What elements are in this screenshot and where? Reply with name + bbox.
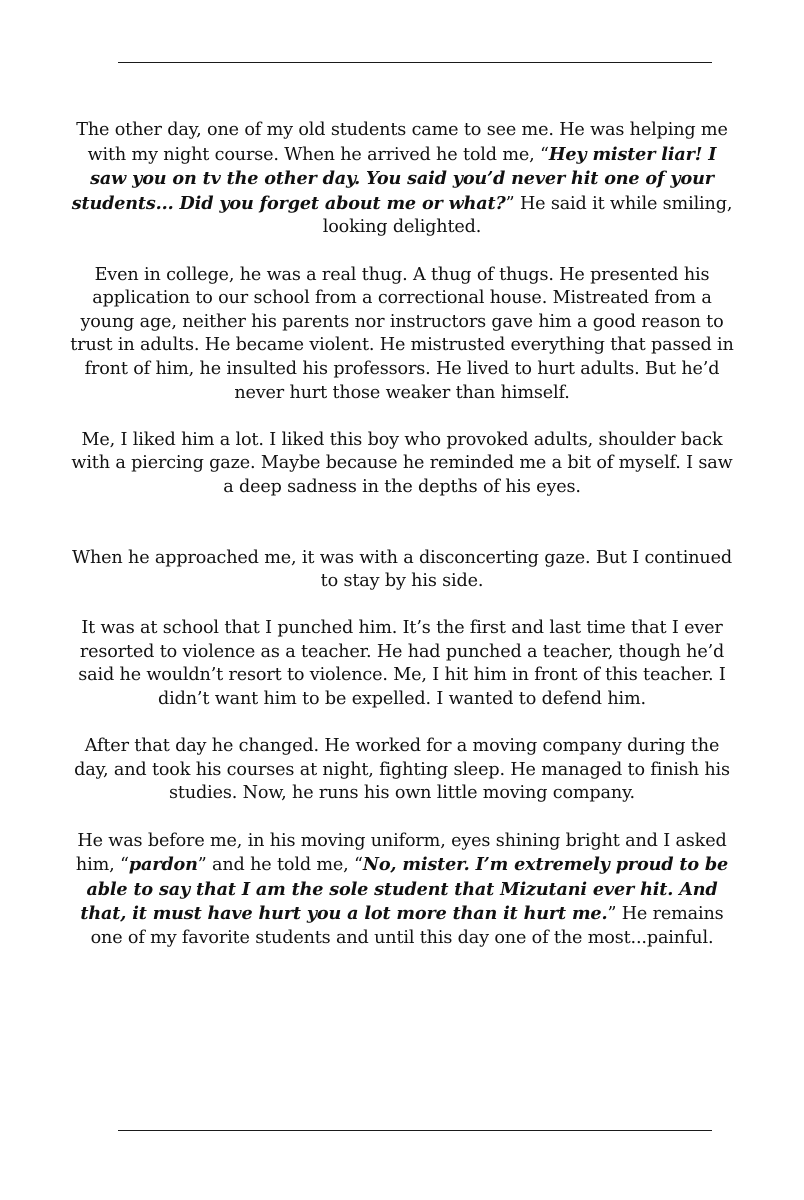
paragraph-text: When he approached me, it was with a disconcerting gaze. But I continued to stay by his side. xyxy=(72,547,732,592)
paragraph-background xyxy=(70,264,734,406)
paragraph-text: ” and he told me, “ xyxy=(197,855,363,876)
quote-emphasis: No, mister. I’m extremely proud to be able to say that I am the sole student that Mizutani ever hit. And that, it must have hurt you a lot more than it hurt me. xyxy=(80,854,729,925)
paragraph-text: After that day he changed. He worked for a moving company during the day, and took his courses at night, fighting sleep. He managed to finish his studies. Now, he runs his own little moving company. xyxy=(74,736,730,804)
paragraph-text: Even in college, he was a real thug. A thug of thugs. He presented his application to our school from a correctional house. Mistreated from a young age, neither his parents nor instructors gave him a good reason to trust in adults. He became violent. He mistrusted everything that passed in front of him, he insulted his professors. He lived to hurt adults. But he’d never hurt those weaker than himself. xyxy=(70,264,734,403)
paragraph-text: ” He remains one of my favorite students and until this day one of the most...painful. xyxy=(90,904,724,948)
page-body-text xyxy=(70,119,734,974)
bottom-divider-rule xyxy=(118,1130,712,1131)
top-divider-rule xyxy=(118,62,712,63)
quote-emphasis: Hey mister liar! I saw you on tv the other day. You said you’d never hit one of your students... Did you forget about me or what? xyxy=(71,143,717,214)
paragraph-visit xyxy=(70,119,734,240)
paragraph-approach xyxy=(70,547,734,594)
paragraph-text: The other day, one of my old students came to see me. He was helping me with my night course. When he arrived he told me, “ xyxy=(76,120,728,165)
quote-emphasis: pardon xyxy=(128,854,198,876)
paragraph-punch xyxy=(70,617,734,711)
paragraph-reunion xyxy=(70,830,734,951)
paragraph-text: ” He said it while smiling, looking delighted. xyxy=(322,193,733,238)
paragraph-changed xyxy=(70,735,734,806)
paragraph-text: It was at school that I punched him. It’s the first and last time that I ever resorted to violence as a teacher. He had punched a teacher, though he’d said he wouldn’t resort to violence. Me, I hit him in front of this teacher. I didn’t want him to be expelled. I wanted to defend him. xyxy=(78,618,726,710)
paragraph-text: He was before me, in his moving uniform, eyes shining bright and I asked him, “ xyxy=(75,830,727,876)
paragraph-text: Me, I liked him a lot. I liked this boy who provoked adults, shoulder back with a piercing gaze. Maybe because he reminded me a bit of myself. I saw a deep sadness in the depths of his eyes. xyxy=(71,429,733,497)
paragraph-liked-him xyxy=(70,429,734,500)
